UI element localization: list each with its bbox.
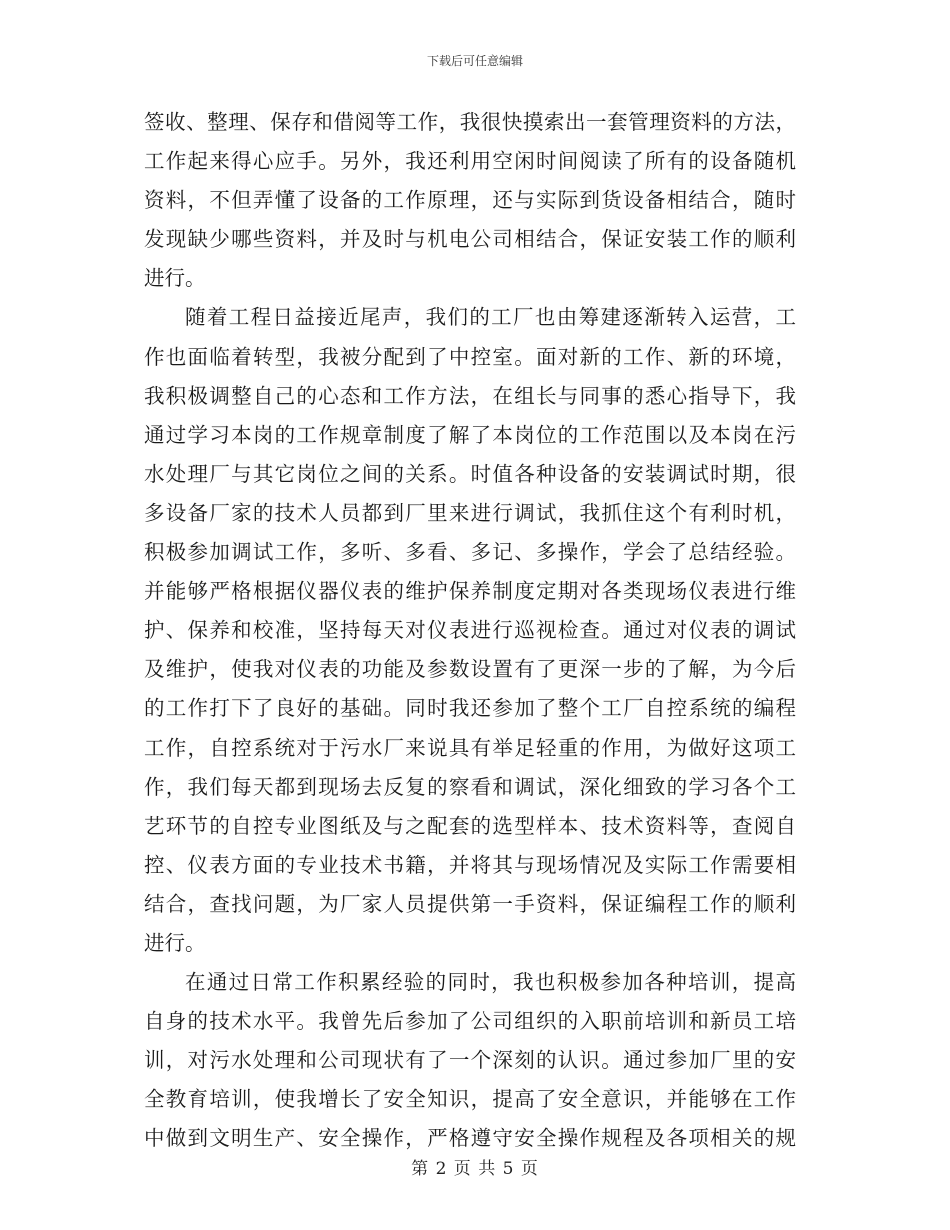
text-line: 资料，不但弄懂了设备的工作原理，还与实际到货设备相结合，随时	[144, 188, 796, 213]
text-line: 签收、整理、保存和借阅等工作，我很快摸索出一套管理资料的方法，	[144, 110, 796, 134]
page-number: 第 2 页 共 5 页	[411, 1159, 539, 1179]
text-line: 工作，自控系统对于污水厂来说具有举足轻重的作用，为做好这项工	[144, 735, 796, 760]
text-line: 全教育培训，使我增长了安全知识，提高了安全意识，并能够在工作	[144, 1087, 796, 1112]
text-line: 随着工程日益接近尾声，我们的工厂也由筹建逐渐转入运营，工	[185, 305, 796, 330]
text-line: 护、保养和校准，坚持每天对仪表进行巡视检查。通过对仪表的调试	[144, 618, 796, 643]
text-line: 作也面临着转型，我被分配到了中控室。面对新的工作、新的环境，	[144, 344, 796, 369]
text-line: 自身的技术水平。我曾先后参加了公司组织的入职前培训和新员工培	[144, 1009, 796, 1034]
text-line: 中做到文明生产、安全操作，严格遵守安全操作规程及各项相关的规	[144, 1126, 796, 1151]
text-line: 进行。	[144, 266, 206, 291]
text-line: 多设备厂家的技术人员都到厂里来进行调试，我抓住这个有利时机，	[144, 500, 796, 525]
document-body	[144, 103, 796, 1159]
text-line: 作，我们每天都到现场去反复的察看和调试，深化细致的学习各个工	[144, 774, 796, 799]
text-line: 艺环节的自控专业图纸及与之配套的选型样本、技术资料等，查阅自	[144, 813, 796, 838]
text-line: 发现缺少哪些资料，并及时与机电公司相结合，保证安装工作的顺利	[144, 227, 796, 252]
text-line: 在通过日常工作积累经验的同时，我也积极参加各种培训，提高	[185, 970, 796, 995]
text-line: 通过学习本岗的工作规章制度了解了本岗位的工作范围以及本岗在污	[144, 422, 796, 447]
text-line: 工作起来得心应手。另外，我还利用空闲时间阅读了所有的设备随机	[144, 149, 796, 174]
text-line: 的工作打下了良好的基础。同时我还参加了整个工厂自控系统的编程	[144, 696, 796, 721]
text-line: 训，对污水处理和公司现状有了一个深刻的认识。通过参加厂里的安	[144, 1048, 796, 1073]
page-header: 下载后可任意编辑	[426, 54, 523, 68]
text-line: 进行。	[144, 930, 206, 955]
text-line: 控、仪表方面的专业技术书籍，并将其与现场情况及实际工作需要相	[144, 852, 796, 877]
text-line: 水处理厂与其它岗位之间的关系。时值各种设备的安装调试时期，很	[144, 461, 796, 486]
text-line: 积极参加调试工作，多听、多看、多记、多操作，学会了总结经验。	[144, 540, 796, 565]
text-line: 结合，查找问题，为厂家人员提供第一手资料，保证编程工作的顺利	[144, 891, 796, 916]
text-line: 并能够严格根据仪器仪表的维护保养制度定期对各类现场仪表进行维	[144, 579, 796, 604]
text-line: 及维护，使我对仪表的功能及参数设置有了更深一步的了解，为今后	[144, 657, 796, 682]
text-line: 我积极调整自己的心态和工作方法，在组长与同事的悉心指导下，我	[144, 383, 796, 408]
